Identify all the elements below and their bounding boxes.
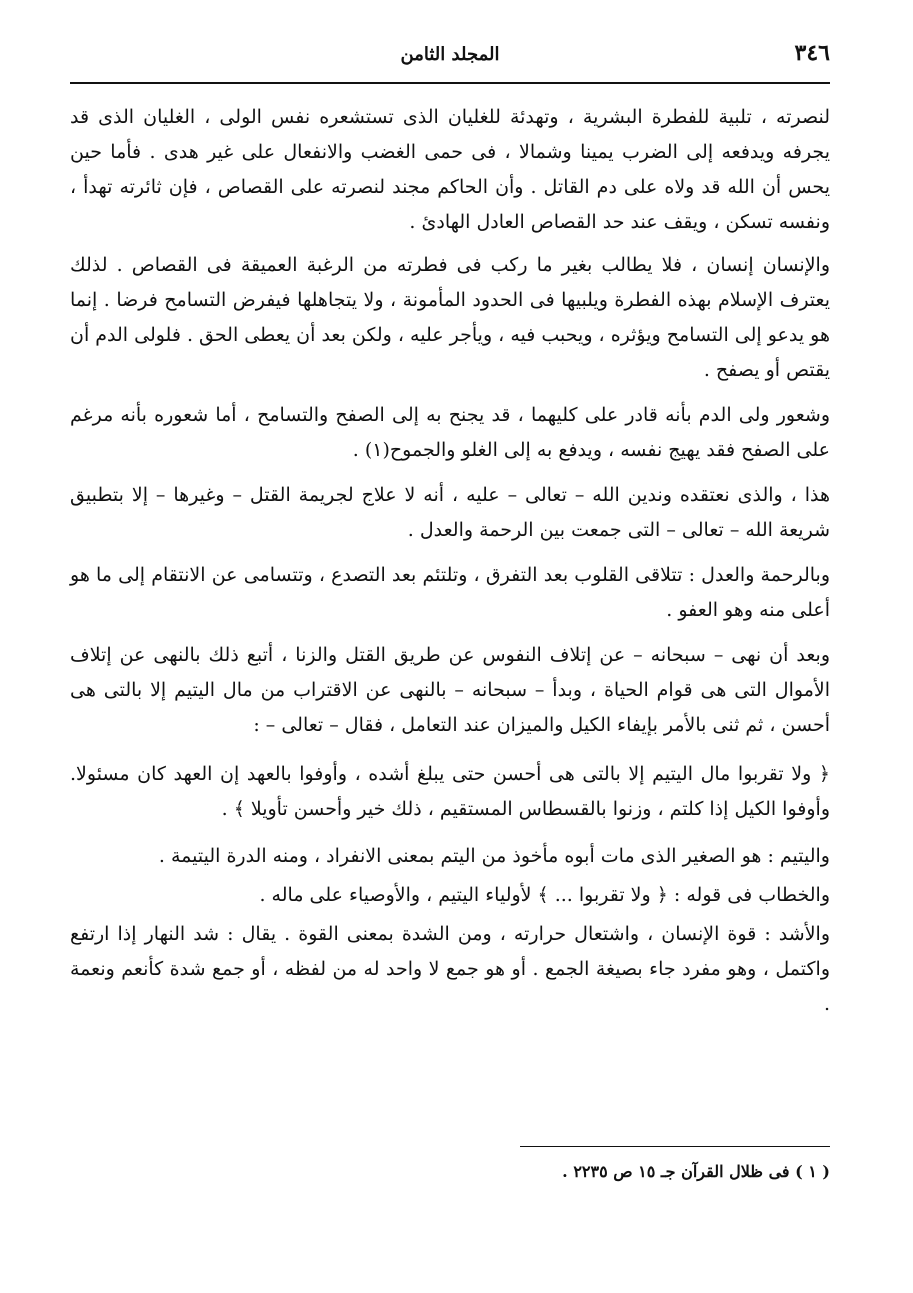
- paragraph: لنصرته ، تلبية للفطرة البشرية ، وتهدئة للغليان الذى تستشعره نفس الولى ، الغليان الذى قد يجرفه ويدفعه إلى الضرب يمينا وشمالا ، فى حمى الغضب والانفعال على غير هدى . فأما حين يحس أن الله قد ولاه على دم القاتل . وأن الحاكم مجند لنصرته على القصاص ، فإن ثائرته تهدأ ، ونفسه تسكن ، ويقف عند حد القصاص العادل الهادئ .: [70, 106, 830, 233]
- page-body: [70, 100, 830, 1032]
- paragraph: وبالرحمة والعدل : تتلاقى القلوب بعد التفرق ، وتلتئم بعد التصدع ، وتتسامى عن الانتقام إلى ما هو أعلى منه وهو العفو .: [70, 564, 830, 621]
- paragraph: وبعد أن نهى – سبحانه – عن إتلاف النفوس عن طريق القتل والزنا ، أتبع ذلك بالنهى عن إتلاف الأموال التى هى قوام الحياة ، وبدأ – سبحانه – بالنهى عن الاقتراب من مال اليتيم إلا بالتى هى أحسن ، ثم ثنى بالأمر بإيفاء الكيل والميزان عند التعامل ، فقال – تعالى – :: [70, 644, 830, 736]
- paragraph: وشعور ولى الدم بأنه قادر على كليهما ، قد يجنح به إلى الصفح والتسامح ، أما شعوره بأنه مرغم على الصفح فقد يهيج نفسه ، ويدفع به إلى الغلو والجموح(١) .: [70, 404, 830, 461]
- quran-verse: ﴿ ولا تقربوا مال اليتيم إلا بالتى هى أحسن حتى يبلغ أشده ، وأوفوا بالعهد إن العهد كان مسئولا. وأوفوا الكيل إذا كلتم ، وزنوا بالقسطاس المستقيم ، ذلك خير وأحسن تأويلا ﴾ .: [70, 763, 830, 820]
- running-title: المجلد الثامن: [400, 44, 500, 65]
- page-header: [70, 38, 830, 74]
- page-number: ٣٤٦: [794, 40, 830, 66]
- paragraph: والخطاب فى قوله : ﴿ ولا تقربوا ... ﴾ لأولياء اليتيم ، والأوصياء على ماله .: [259, 884, 830, 906]
- book-page: [70, 38, 830, 1218]
- header-divider: [70, 82, 830, 84]
- footnote-divider: [520, 1146, 830, 1147]
- paragraph: والأشد : قوة الإنسان ، واشتعال حرارته ، ومن الشدة بمعنى القوة . يقال : شد النهار إذا ارتفع واكتمل ، وهو مفرد جاء بصيغة الجمع . أو هو جمع لا واحد له من لفظه ، أو جمع شدة كأنعم ونعمة .: [70, 923, 830, 1015]
- paragraph: هذا ، والذى نعتقده وندين الله – تعالى – عليه ، أنه لا علاج لجريمة القتل – وغيرها – إلا بتطبيق شريعة الله – تعالى – التى جمعت بين الرحمة والعدل .: [70, 484, 830, 541]
- paragraph: والإنسان إنسان ، فلا يطالب بغير ما ركب فى فطرته من الرغبة العميقة فى القصاص . لذلك يعترف الإسلام بهذه الفطرة ويلبيها فى الحدود المأمونة ، ولا يتجاهلها فيفرض التسامح فرضا . إنما هو يدعو إلى التسامح ويؤثره ، ويحبب فيه ، ويأجر عليه ، ولكن بعد أن يعطى الحق . فلولى الدم أن يقتص أو يصفح .: [70, 254, 830, 381]
- footnote: ( ١ ) فى ظلال القرآن جـ ١٥ ص ٢٢٣٥ .: [562, 1162, 830, 1181]
- paragraph: واليتيم : هو الصغير الذى مات أبوه مأخوذ من اليتم بمعنى الانفراد ، ومنه الدرة اليتيمة .: [158, 845, 830, 867]
